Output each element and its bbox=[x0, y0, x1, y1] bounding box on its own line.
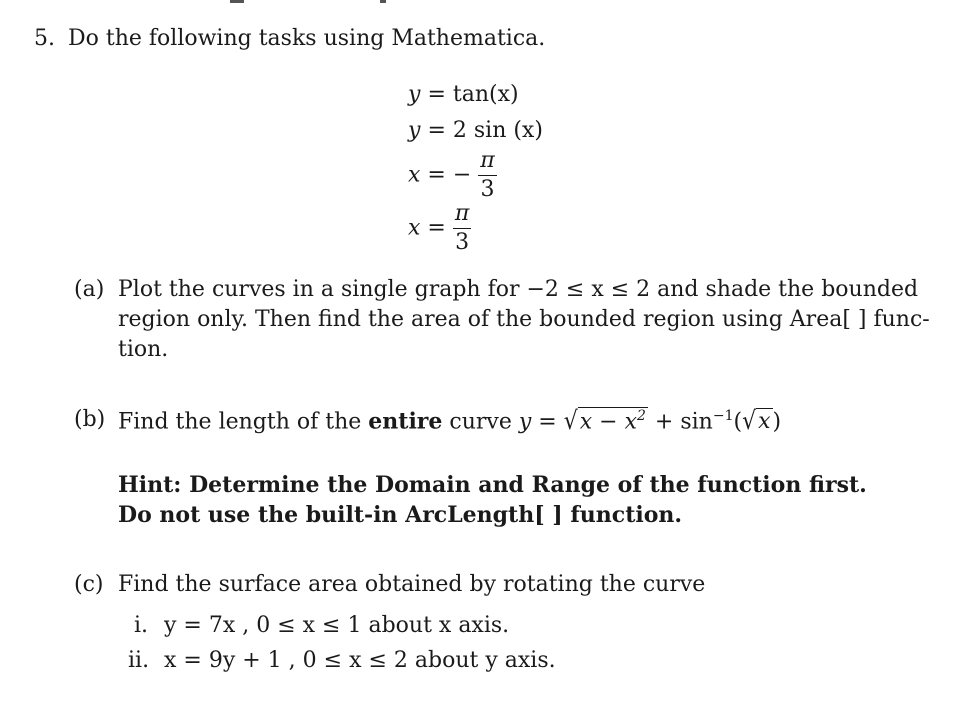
part-c-item-ii-label: ii. bbox=[128, 648, 150, 673]
problem-number: 5. bbox=[34, 26, 55, 51]
equation-2-lhs: y bbox=[408, 118, 421, 143]
part-b-plus-sin: + sin bbox=[654, 409, 713, 435]
part-a-line-2: region only. Then find the area of the bounded region using Area[ ] func- bbox=[118, 307, 930, 332]
part-b-hint-line-1: Hint: Determine the Domain and Range of the function first. bbox=[118, 472, 867, 498]
equation-4-numerator: π bbox=[454, 201, 470, 226]
part-b-text-bold: entire bbox=[368, 408, 443, 435]
part-b-radicand-2: x bbox=[758, 409, 771, 435]
part-b-radicand-1: $x - x^2$ bbox=[579, 408, 646, 435]
part-a-line-1: Plot the curves in a single graph for −2 ≤ x ≤ 2 and shade the bounded bbox=[118, 277, 919, 302]
part-b-text-pre: Find the length of the bbox=[118, 409, 362, 435]
part-b-formula-lhs: y = bbox=[518, 409, 557, 435]
part-b-statement: Find the length of the entire curve $y = √x - x^2 + \sin^{-1}(√x)$ bbox=[118, 407, 782, 437]
equation-4-op: = bbox=[427, 215, 446, 241]
part-c-item-i-label: i. bbox=[134, 613, 149, 638]
radical-sign-2: √ bbox=[742, 407, 757, 437]
part-b-label: (b) bbox=[74, 407, 106, 432]
part-b-hint-line-2: Do not use the built-in ArcLength[ ] function. bbox=[118, 502, 683, 528]
equation-4-fraction bbox=[453, 203, 471, 254]
equation-2-op: = bbox=[427, 118, 446, 143]
part-c-item-ii-text: x = 9y + 1 , 0 ≤ x ≤ 2 about y axis. bbox=[164, 648, 556, 673]
equation-3-lhs: x bbox=[408, 162, 421, 188]
equation-3 bbox=[408, 150, 497, 201]
part-a-label: (a) bbox=[74, 277, 105, 302]
equation-1-rhs: tan(x) bbox=[452, 82, 519, 107]
part-c-text: Find the surface area obtained by rotating the curve bbox=[118, 572, 706, 597]
equation-4-denominator: 3 bbox=[453, 228, 471, 254]
equation-3-numerator: π bbox=[480, 148, 495, 173]
part-c-item-i-text: y = 7x , 0 ≤ x ≤ 1 about x axis. bbox=[164, 613, 510, 638]
part-b-text-post: curve bbox=[449, 409, 512, 435]
part-a-line-3: tion. bbox=[118, 337, 169, 362]
equation-4-lhs: x bbox=[408, 215, 421, 241]
problem-title: Do the following tasks using Mathematica. bbox=[68, 26, 546, 51]
clipped-previous-line bbox=[0, 0, 962, 8]
part-b-exponent-2: −1 bbox=[712, 408, 734, 424]
radical-sign-1: √ bbox=[563, 407, 578, 437]
equation-4 bbox=[408, 203, 471, 254]
equation-3-denominator: 3 bbox=[478, 175, 496, 201]
equation-1-lhs: y bbox=[408, 82, 421, 107]
problem-heading bbox=[34, 26, 545, 51]
equation-3-op: = − bbox=[427, 162, 472, 188]
part-c-label: (c) bbox=[74, 572, 104, 597]
equation-1 bbox=[408, 82, 519, 107]
equation-1-op: = bbox=[427, 82, 446, 107]
equation-2-rhs: 2 sin (x) bbox=[452, 118, 543, 143]
part-b-exponent-1: 2 bbox=[637, 408, 646, 424]
equation-3-fraction bbox=[478, 150, 496, 201]
equation-2 bbox=[408, 118, 543, 143]
